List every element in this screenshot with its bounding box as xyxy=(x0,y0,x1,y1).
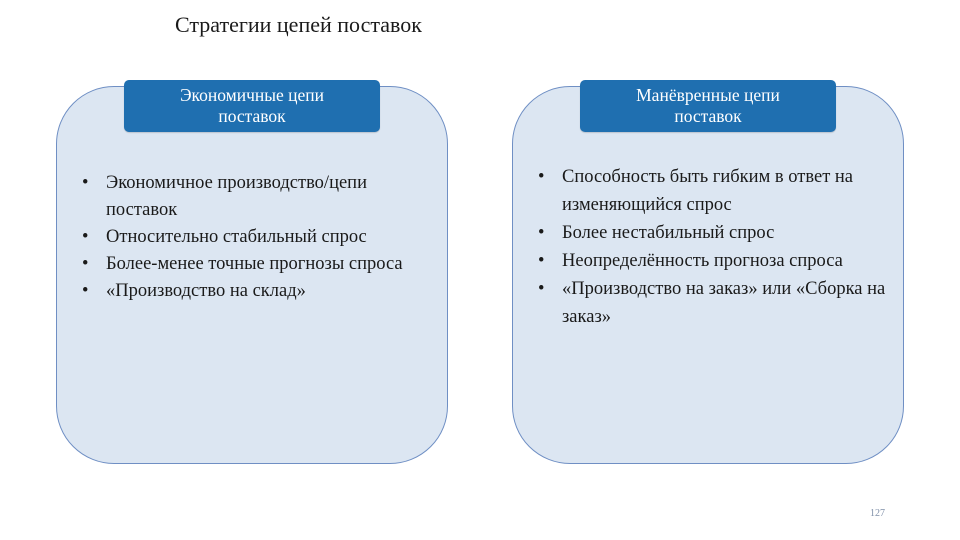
bullet-icon: • xyxy=(82,254,89,274)
list-item xyxy=(538,163,898,219)
bullet-icon: • xyxy=(82,281,89,301)
agile-header xyxy=(580,80,836,132)
economical-header-line1: Экономичные цепи xyxy=(179,85,325,105)
agile-header-line1: Манёвренные цепи xyxy=(636,85,780,105)
list-item xyxy=(82,251,432,278)
bullet-text: «Производство на заказ» или «Сборка на заказ» xyxy=(562,279,886,327)
bullet-icon: • xyxy=(82,173,89,193)
bullet-icon: • xyxy=(82,227,89,247)
bullet-text: «Производство на склад» xyxy=(106,281,306,301)
list-item xyxy=(82,170,432,224)
list-item xyxy=(82,278,432,305)
list-item xyxy=(538,247,898,275)
bullet-text: Способность быть гибким в ответ на изменяющийся спрос xyxy=(562,167,854,215)
bullet-text: Неопределённость прогноза спроса xyxy=(562,251,843,271)
bullet-text: Более-менее точные прогнозы спроса xyxy=(106,254,403,274)
bullet-icon: • xyxy=(538,251,545,271)
bullet-icon: • xyxy=(538,167,545,187)
bullet-icon: • xyxy=(538,279,545,299)
page-number: 127 xyxy=(870,508,885,519)
economical-header-line2: поставок xyxy=(218,106,286,126)
bullet-text: Экономичное производство/цепи поставок xyxy=(106,173,367,220)
bullet-text: Относительно стабильный спрос xyxy=(106,227,367,247)
list-item xyxy=(538,219,898,247)
economical-bullet-list xyxy=(82,170,432,305)
economical-header xyxy=(124,80,380,132)
bullet-text: Более нестабильный спрос xyxy=(562,223,775,243)
list-item xyxy=(538,275,898,331)
list-item xyxy=(82,224,432,251)
bullet-icon: • xyxy=(538,223,545,243)
slide-title: Стратегии цепей поставок xyxy=(175,12,422,37)
agile-bullet-list xyxy=(538,163,898,331)
agile-header-line2: поставок xyxy=(674,106,742,126)
